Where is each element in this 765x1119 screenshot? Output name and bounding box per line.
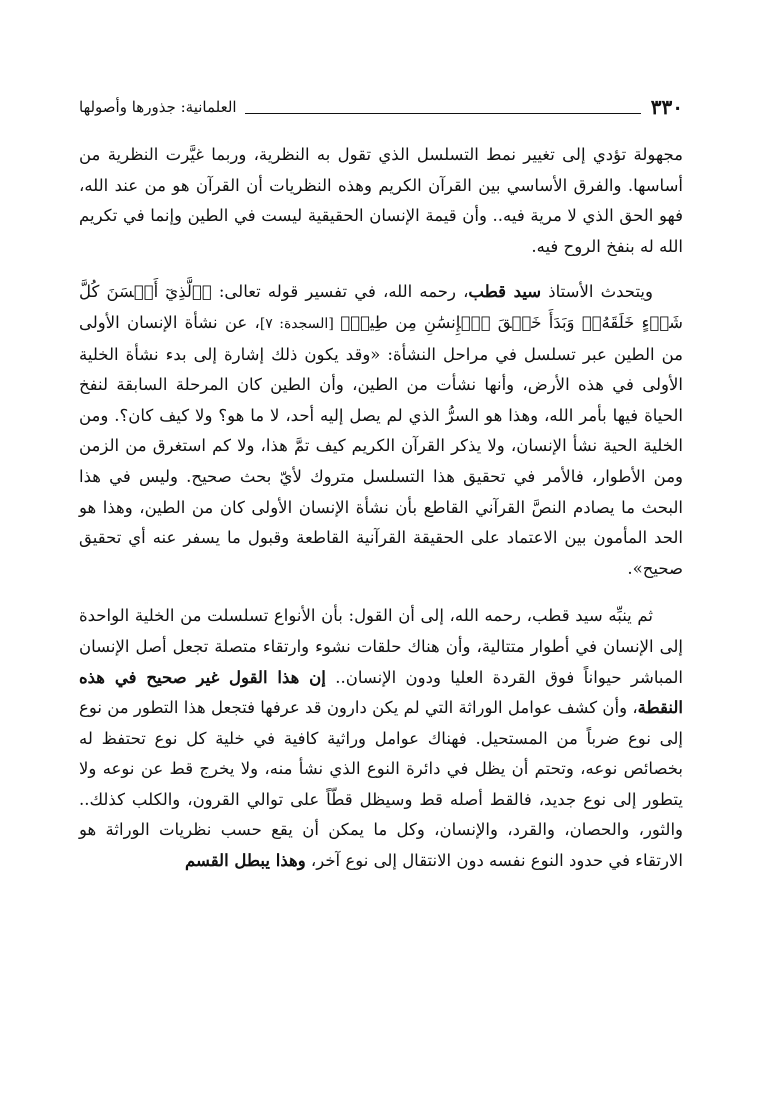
paragraph-1 bbox=[79, 140, 683, 262]
running-title: العلمانية: جذورها وأصولها bbox=[79, 98, 237, 116]
page-number: ٣٣٠ bbox=[650, 95, 683, 119]
verse-reference: [السجدة: ٧] bbox=[259, 315, 341, 332]
page-body bbox=[79, 140, 683, 877]
emphasis-statement-2: وهذا يبطل القسم bbox=[185, 851, 306, 871]
paragraph-2-mid: ، رحمه الله، في تفسير قوله تعالى: bbox=[211, 282, 469, 302]
paragraph-1-text: مجهولة تؤدي إلى تغيير نمط التسلسل الذي تقول به النظرية، وربما غيَّرت النظرية من أساسها. والفرق الأساسي بين القرآن الكريم وهذه النظريات أن القرآن هو من عند الله، فهو الحق الذي لا مرية فيه.. وأن قيمة الإنسان الحقيقية ليست في الطين وإنما في تكريم الله له بنفخ الروح فيه. bbox=[79, 145, 683, 256]
paragraph-2 bbox=[79, 277, 683, 584]
paragraph-2-rest: ، عن نشأة الإنسان الأولى من الطين عبر تسلسل في مراحل النشأة: «وقد يكون ذلك إشارة إلى بدء نشأة الخلية الأولى في هذه الأرض، وأنها نشأت من الطين، وأن الطين كان المرحلة السابقة لنفخ الحياة فيها بأمر الله، وهذا هو السرُّ الذي لم يصل إليه أحد، لا ما هو؟ ولا كيف كان؟. ومن الخلية الحية نشأ الإنسان، ولا يذكر القرآن الكريم كيف تمَّ هذا، ولا كم استغرق من الزمن ومن الأطوار، فالأمر في تحقيق هذا التسلسل متروك لأيّ بحث صحيح. وليس في هذا البحث ما يصادم النصَّ القرآني القاطع بأن نشأة الإنسان الأولى كان من الطين، وهذا هو الحد المأمون بين الاعتماد على الحقيقة القرآنية القاطعة وقبول ما يسفر عنه أي تحقيق صحيح». bbox=[79, 312, 683, 578]
paragraph-2-intro: ويتحدث الأستاذ bbox=[541, 282, 653, 302]
quran-verse: ﴿ٱلَّذِيٓ أَحۡسَنَ كُلَّ شَيۡءٍ خَلَقَهُۥۖ وَبَدَأَ خَلۡقَ ٱلۡإِنسَٰنِ مِن طِينٖ﴾ bbox=[79, 282, 683, 332]
paragraph-3-intro: ثم ينبِّه سيد قطب، رحمه الله، إلى أن القول: بأن الأنواع تسلسلت من الخلية الواحدة إلى الإنسان في أطوار متتالية، وأن هناك حلقات نشوء وارتقاء متصلة تجعل أصل الإنسان المباشر حيواناً فوق القردة العليا ودون الإنسان.. bbox=[79, 606, 684, 687]
page-header bbox=[79, 88, 683, 118]
emphasis-statement-1: إن هذا القول غير صحيح في هذه النقطة bbox=[79, 667, 683, 718]
author-name-sayyid-qutb: سيد قطب bbox=[468, 282, 542, 302]
header-rule bbox=[245, 112, 641, 114]
paragraph-3 bbox=[79, 601, 683, 876]
paragraph-3-middle: ، وأن كشف عوامل الوراثة التي لم يكن دارون قد عرفها فتجعل هذا التطور من نوع إلى نوع ضرباً من المستحيل. فهناك عوامل وراثية كافية في خلية كل نوع تحتفظ له بخصائص نوعه، وتحتم أن يظل في دائرة النوع الذي نشأ منه، ولا يخرج قط عن نوعه ولا يتطور إلى نوع جديد، فالقط أصله قط وسيظل قطّاً على توالي القرون، والكلب كذلك.. والثور، والحصان، والقرد، والإنسان، وكل ما يمكن أن يقع حسب نظريات الوراثة هو الارتقاء في حدود النوع نفسه دون الانتقال إلى نوع آخر، bbox=[79, 698, 683, 871]
